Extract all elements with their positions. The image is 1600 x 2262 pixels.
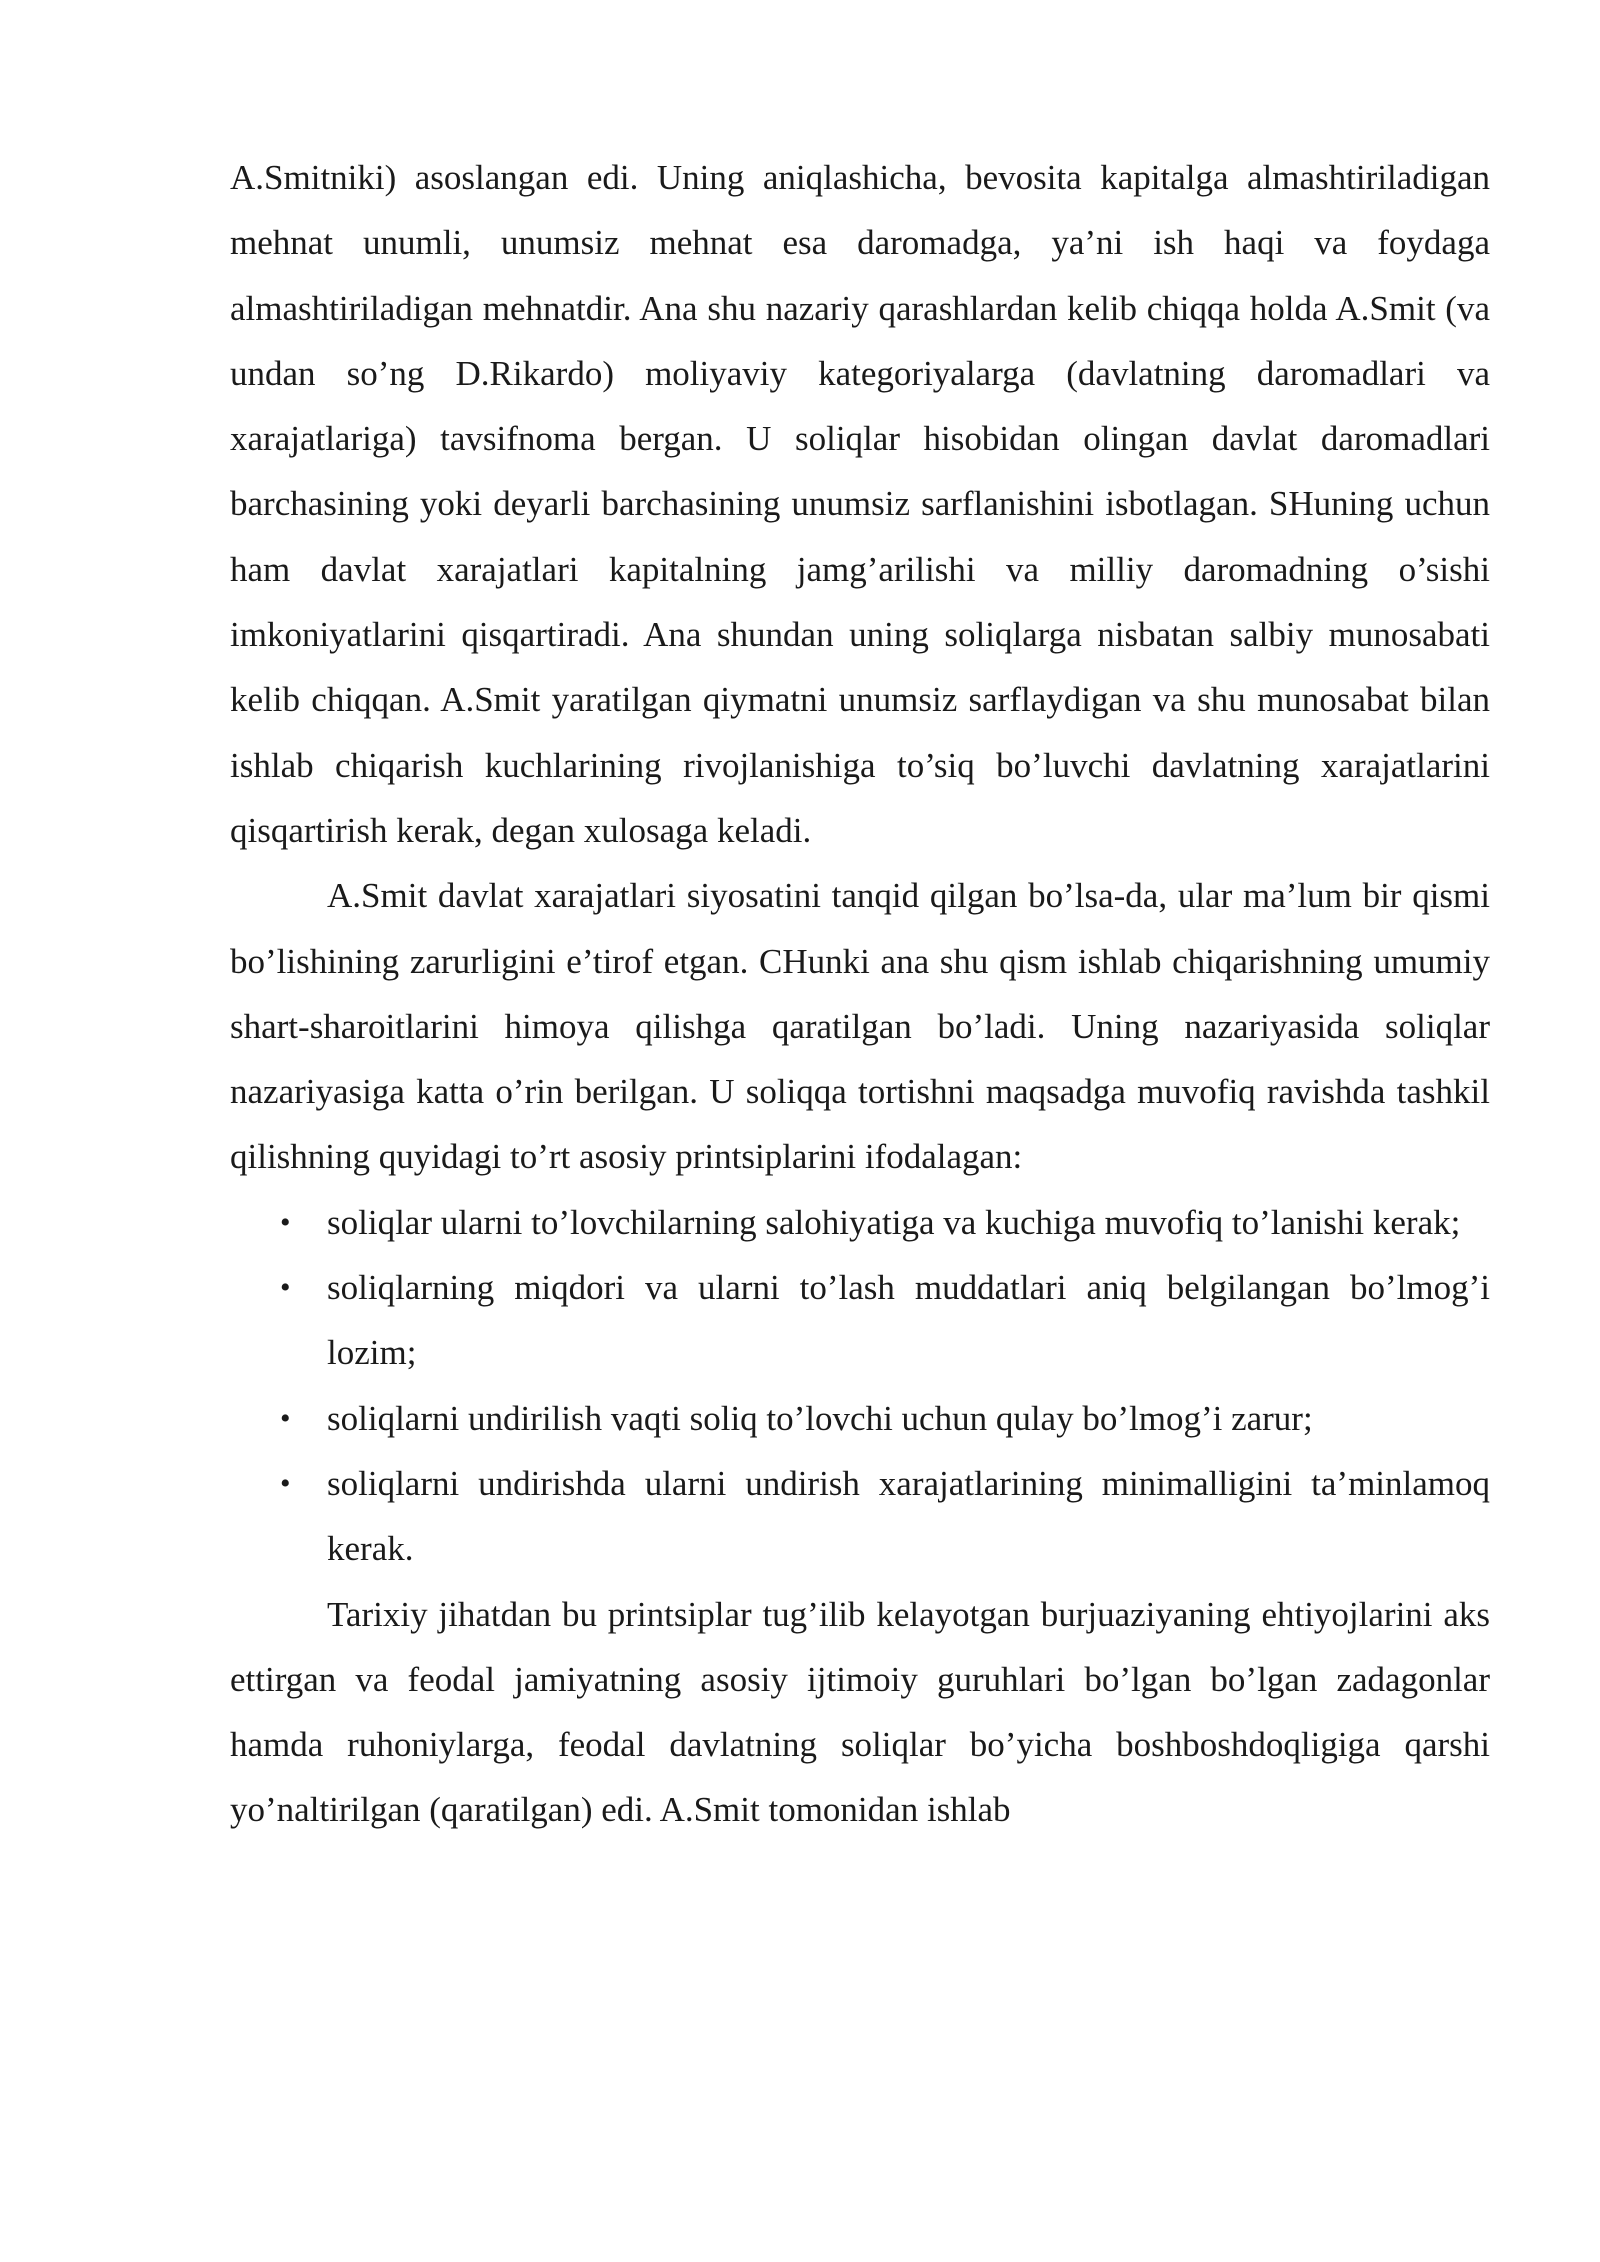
bullet-icon: • [280,1466,291,1500]
principles-list [230,1190,1490,1582]
list-item [230,1190,1490,1255]
paragraph: A.Smitniki) asoslangan edi. Uning aniqlashicha, bevosita kapitalga almashtiriladigan mehnat unumli, unumsiz mehnat esa daromadga, ya’ni ish haqi va foydaga almashtiriladigan mehnatdir. Ana shu nazariy qarashlardan kelib chiqqa holda A.Smit (va undan so’ng D.Rikardo) moliyaviy kategoriyalarga (davlatning daromadlari va xarajatlariga) tavsifnoma bergan. U soliqlar hisobidan olingan davlat daromadlari barchasining yoki deyarli barchasining unumsiz sarflanishini isbotlagan. SHuning uchun ham davlat xarajatlari kapitalning jamg’arilishi va milliy daromadning o’sishi imkoniyatlarini qisqartiradi. Ana shundan uning soliqlarga nisbatan salbiy munosabati kelib chiqqan. A.Smit yaratilgan qiymatni unumsiz sarflaydigan va shu munosabat bilan ishlab chiqarish kuchlarining rivojlanishiga to’siq bo’luvchi davlatning xarajatlarini qisqartirish kerak, degan xulosaga keladi. [230,158,1490,850]
bullet-icon: • [280,1205,291,1239]
list-item-text: soliqlarni undirishda ularni undirish xarajatlarining minimalligini ta’minlamoq kerak. [327,1463,1490,1569]
list-item [230,1451,1490,1582]
bullet-icon: • [280,1401,291,1435]
paragraph: Tarixiy jihatdan bu printsiplar tug’ilib kelayotgan burjuaziyaning ehtiyojlarini aks ettirgan va feodal jamiyatning asosiy ijtimoiy guruhlari bo’lgan bo’lgan zadagonlar hamda ruhoniylarga, feodal davlatning soliqlar bo’yicha boshboshdoqligiga qarshi yo’naltirilgan (qaratilgan) edi. A.Smit tomonidan ishlab [230,1594,1490,1830]
list-item [230,1386,1490,1451]
body-text [230,145,1490,1843]
list-item-text: soliqlarni undirilish vaqti soliq to’lovchi uchun qulay bo’lmog’i zarur; [327,1398,1313,1438]
list-item [230,1255,1490,1386]
bullet-icon: • [280,1271,291,1305]
list-item-text: soliqlarning miqdori va ularni to’lash muddatlari aniq belgilangan bo’lmog’i lozim; [327,1268,1490,1373]
list-item-text: soliqlar ularni to’lovchilarning salohiyatiga va kuchiga muvofiq to’lanishi kerak; [327,1202,1461,1242]
paragraph: A.Smit davlat xarajatlari siyosatini tanqid qilgan bo’lsa-da, ular ma’lum bir qismi bo’lishining zarurligini e’tirof etgan. CHunki ana shu qism ishlab chiqarishning umumiy shart-sharoitlarini himoya qilishga qaratilgan bo’ladi. Uning nazariyasida soliqlar nazariyasiga katta o’rin berilgan. U soliqqa tortishni maqsadga muvofiq ravishda tashkil qilishning quyidagi to’rt asosiy printsiplarini ifodalagan: [230,876,1490,1177]
